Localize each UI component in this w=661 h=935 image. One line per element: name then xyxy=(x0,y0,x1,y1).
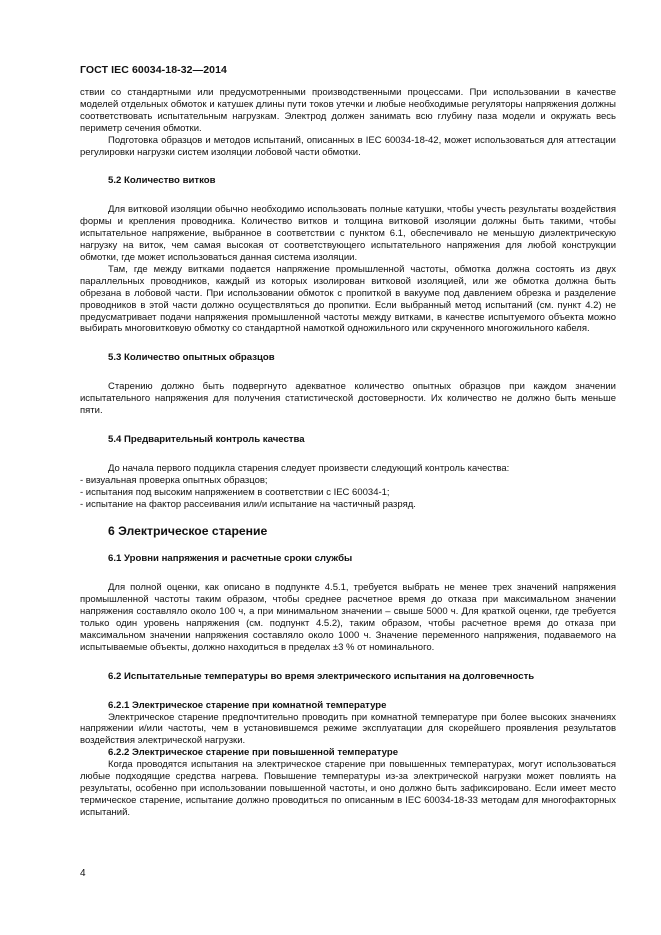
s6-1-paragraph-1: Для полной оценки, как описано в подпункте 4.5.1, требуется выбрать не менее трех значений напряжения промышленной частоты таким образом, чтобы среднее расчетное время до отказа при максимальном значении напряжения составляло около 100 ч, а при минимальном значении – свыше 5000 ч. Для краткой оценки, где требуется только один уровень напряжения (см. подпункт 4.5.2), таким образом, чтобы расчетное время до отказа при максимальном значении напряжения составляло около 1000 ч. Значение переменного напряжения, подаваемого на испытываемые объекты, должно находиться в пределах ±3 % от номинального. xyxy=(80,582,616,653)
s5-4-list-item-1: - визуальная проверка опытных образцов; xyxy=(80,474,268,486)
intro-paragraph-1: ствии со стандартными или предусмотренными производственными процессами. При использовании в качестве моделей отдельных обмоток и катушек длины пути токов утечки и любые необходимые регуляторы напряжения должны соответствовать испытательным нагрузкам. Электрод должен занимать всю глубину паза модели и окружать весь периметр сечения обмотки. xyxy=(80,87,616,134)
document-body xyxy=(80,87,616,819)
heading-6: 6 Электрическое старение xyxy=(108,524,268,539)
s5-4-list-item-3: - испытание на фактор рассеивания или/и испытание на частичный разряд. xyxy=(80,498,416,510)
s5-2-paragraph-2: Там, где между витками подается напряжение промышленной частоты, обмотка должна состоять из двух параллельных проводников, каждый из которых изолирован витковой изоляцией, или же обмотка должна быть обрезана в лобовой части. При использовании обмоток с пропиткой в вакууме под давлением обрезка и разделение проводников в этой части должно осуществляться до пропитки. Если выбранный метод испытаний (см. пункт 4.2) не предусматривает подачи напряжения промышленной частоты между витками, в качестве испытуемого объекта можно выбирать многовитковую обмотку со стандартной намоткой одножильного или скрученного многожильного кабеля. xyxy=(80,263,616,335)
s5-4-intro: До начала первого подцикла старения следует произвести следующий контроль качества: xyxy=(108,462,510,474)
heading-6-2-1: 6.2.1 Электрическое старение при комнатной температуре xyxy=(108,699,387,711)
s5-2-paragraph-1: Для витковой изоляции обычно необходимо использовать полные катушки, чтобы учесть результаты воздействия формы и крепления проводника. Количество витков и толщина витковой изоляции должны быть такими, чтобы испытательное напряжение, выбранное в соответствии с пунктом 6.1, обеспечивало не меньшую диэлектрическую нагрузку на виток, чем самая высокая от соответствующего испытательного напряжения для любой конструкции обмотки, где может использоваться данная система изоляции. xyxy=(80,204,616,263)
s6-2-1-paragraph: Электрическое старение предпочтительно проводить при комнатной температуре при более высоких значениях напряжении и/или частоты, чем в установившемся режиме эксплуатации для скорейшего проявления результатов воздействия электрической нагрузки. xyxy=(80,711,616,747)
s5-4-list-item-2: - испытания под высоким напряжением в соответствии с IEC 60034-1; xyxy=(80,486,390,498)
intro-paragraph-2: Подготовка образцов и методов испытаний, описанных в IEC 60034-18-42, может использоваться для аттестации регулировки нагрузки систем изоляции лобовой части обмотки. xyxy=(80,134,616,158)
heading-6-2-2: 6.2.2 Электрическое старение при повышенной температуре xyxy=(108,747,399,759)
heading-6-1: 6.1 Уровни напряжения и расчетные сроки службы xyxy=(108,553,353,565)
heading-5-2: 5.2 Количество витков xyxy=(108,175,216,187)
s5-3-paragraph-1: Старению должно быть подвергнуто адекватное количество опытных образцов при каждом значении испытательного напряжения для получения статистической достоверности. Их количество не должно быть меньше пяти. xyxy=(80,381,616,417)
s6-2-2-paragraph: Когда проводятся испытания на электрическое старение при повышенных температурах, могут использоваться любые подходящие средства нагрева. Повышение температуры из-за электрической нагрузки может повлиять на результаты, особенно при использовании повышенной частоты, и оно должно быть зафиксировано. Если имеет место термическое старение, испытание должно проводиться по описанным в IEC 60034-18-33 методам для многофакторных испытаний. xyxy=(80,759,616,818)
heading-5-4: 5.4 Предварительный контроль качества xyxy=(108,433,305,445)
page-number: 4 xyxy=(80,868,86,879)
heading-6-2: 6.2 Испытательные температуры во время электрического испытания на долговечность xyxy=(108,670,535,682)
heading-5-3: 5.3 Количество опытных образцов xyxy=(108,352,275,364)
document-header-title: ГОСТ IEC 60034-18-32—2014 xyxy=(80,64,227,76)
